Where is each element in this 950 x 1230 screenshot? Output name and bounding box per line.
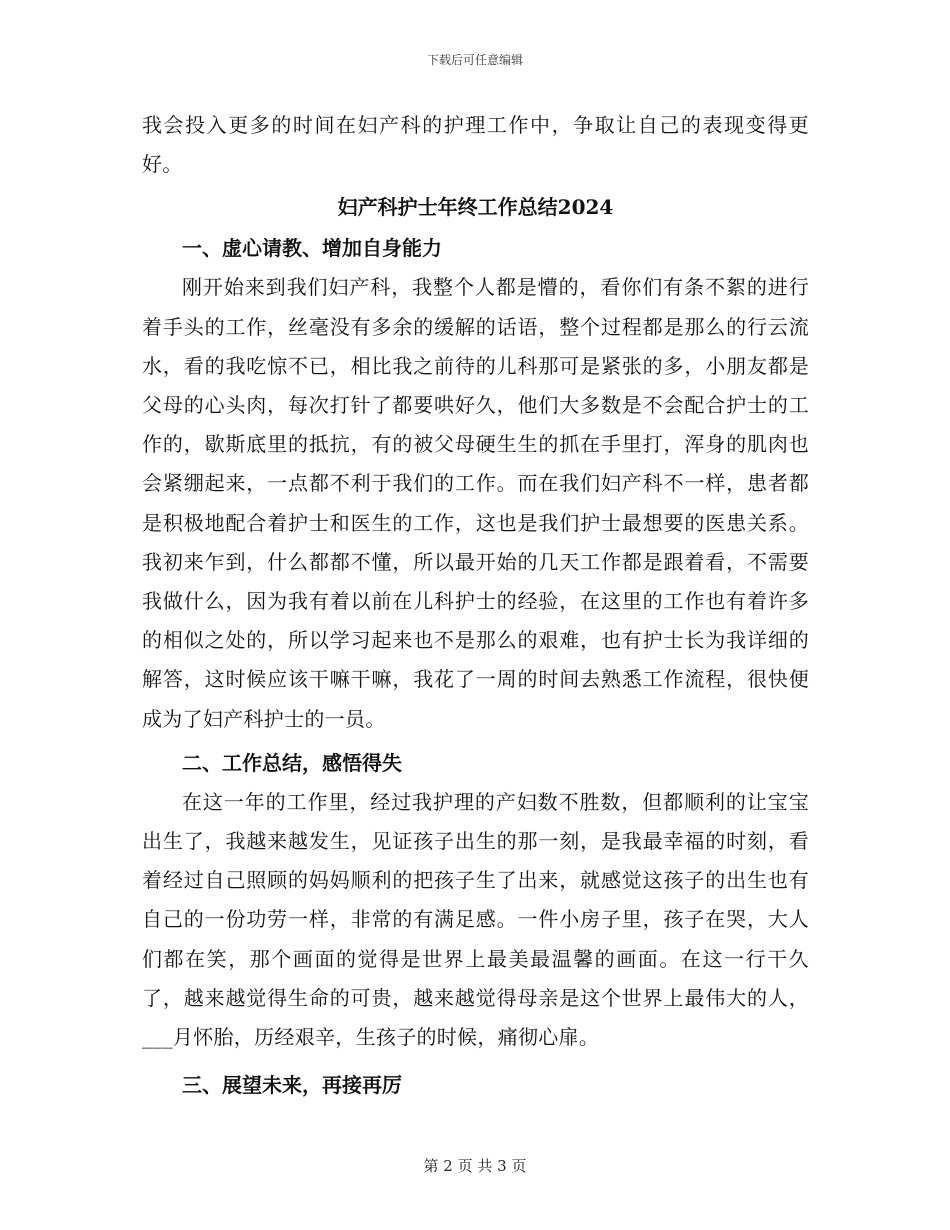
section-paragraph-1: 刚开始来到我们妇产科，我整个人都是懵的，看你们有条不絮的进行着手头的工作，丝毫没有多余的缓解的话语，整个过程都是那么的行云流水，看的我吃惊不已，相比我之前待的儿科那可是紧张的多，小朋友都是父母的心头肉，每次打针了都要哄好久，他们大多数是不会配合护士的工作的，歇斯底里的抵抗，有的被父母硬生生的抓在手里打，浑身的肌肉也会紧绷起来，一点都不利于我们的工作。而在我们妇产科不一样，患者都是积极地配合着护士和医生的工作，这也是我们护士最想要的医患关系。我初来乍到，什么都都不懂，所以最开始的几天工作都是跟着看，不需要我做什么，因为我有着以前在儿科护士的经验，在这里的工作也有着许多的相似之处的，所以学习起来也不是那么的艰难，也有护士长为我详细的解答，这时候应该干嘛干嘛，我花了一周的时间去熟悉工作流程，很快便成为了妇产科护士的一员。 [142,275,809,731]
document-title: 妇产科护士年终工作总结2024 [337,195,614,220]
section-heading-3: 三、展望未来，再接再厉 [182,1073,402,1098]
document-body [142,106,809,1105]
page-header: 下载后可任意编辑 [426,53,523,67]
section-heading-2: 二、工作总结，感悟得失 [182,750,402,775]
page-footer: 第 2 页 共 3 页 [423,1157,527,1175]
section-paragraph-2: 在这一年的工作里，经过我护理的产妇数不胜数，但都顺利的让宝宝出生了，我越来越发生，见证孩子出生的那一刻，是我最幸福的时刻，看着经过自己照顾的妈妈顺利的把孩子生了出来，就感觉这孩子的出生也有自己的一份功劳一样，非常的有满足感。一件小房子里，孩子在哭，大人们都在笑，那个画面的觉得是世界上最美最温馨的画面。在这一行干久了，越来越觉得生命的可贵，越来越觉得母亲是这个世界上最伟大的人，___月怀胎，历经艰辛，生孩子的时候，痛彻心扉。 [142,789,809,1050]
section-heading-1: 一、虚心请教、增加自身能力 [182,236,442,261]
intro-paragraph: 我会投入更多的时间在妇产科的护理工作中，争取让自己的表现变得更好。 [142,113,809,177]
